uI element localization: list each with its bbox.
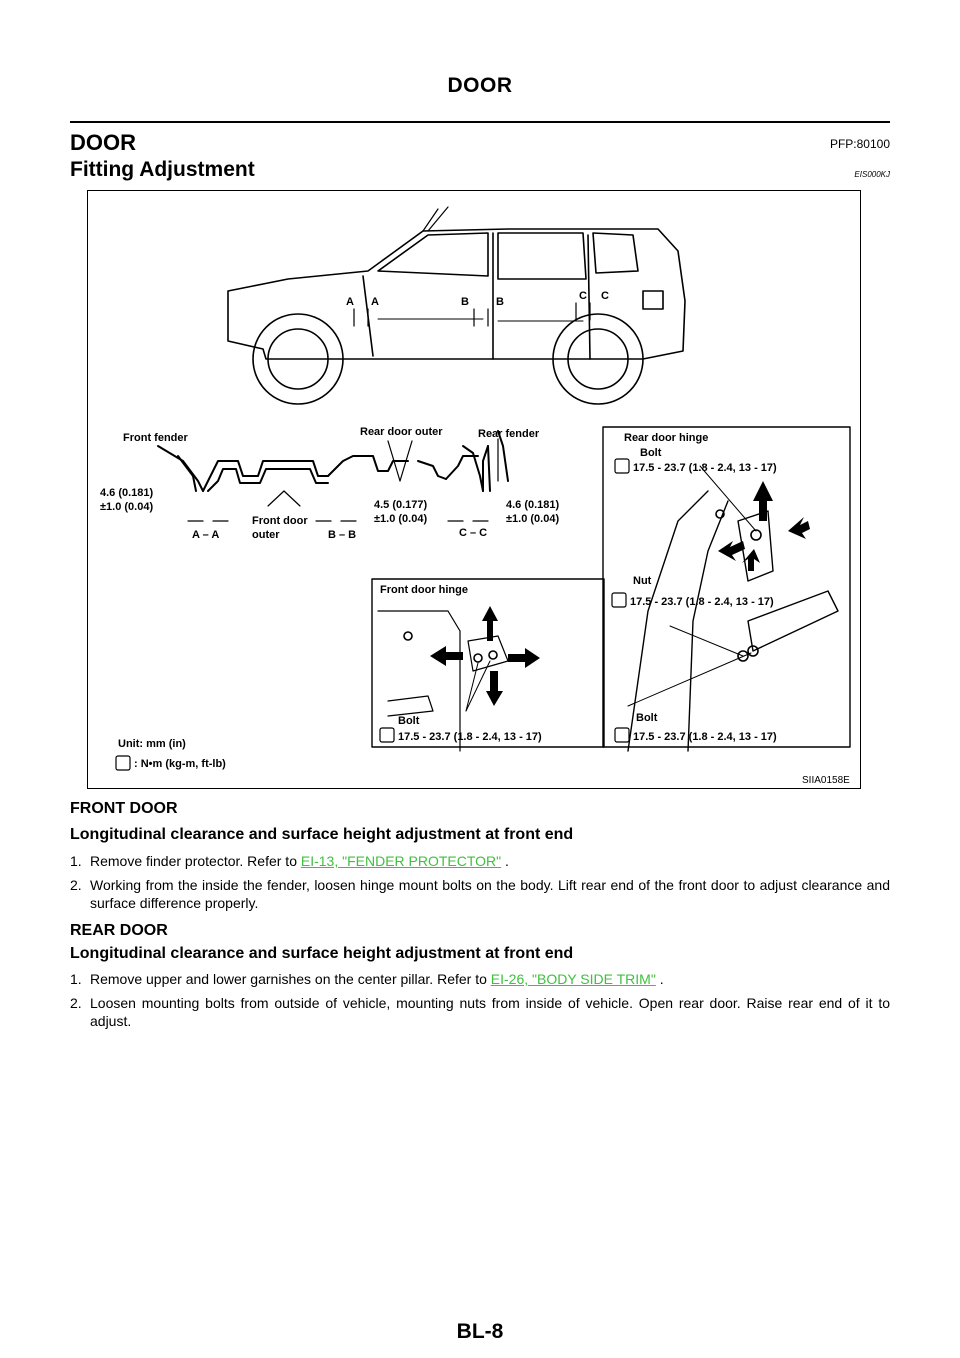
link-body-side-trim[interactable]: EI-26, "BODY SIDE TRIM" <box>490 971 656 987</box>
gap-a-value: 4.6 (0.181) <box>100 487 154 499</box>
torque-nut: 17.5 - 23.7 (1.8 - 2.4, 13 - 17) <box>630 596 774 608</box>
step-text: Working from the inside the fender, loosen hinge mount bolts on the body. Lift rear end of the front door to adjust clearance and surface difference properly. <box>90 877 890 911</box>
gap-a-tolerance: ±1.0 (0.04) <box>100 501 154 513</box>
step-text: Loosen mounting bolts from outside of vehicle, mounting nuts from inside of vehicle. Open rear door. Raise rear end of it to adjust. <box>90 995 890 1029</box>
rear-door-heading: REAR DOOR <box>70 922 168 939</box>
section-mark-c2: C <box>601 290 609 302</box>
torque-lower: 17.5 - 23.7 (1.8 - 2.4, 13 - 17) <box>633 731 777 743</box>
link-fender-protector[interactable]: EI-13, "FENDER PROTECTOR" <box>300 853 502 869</box>
unit-label: Unit: mm (in) <box>118 738 186 750</box>
running-header-title: DOOR <box>447 74 513 97</box>
step-text-after: . <box>655 971 664 987</box>
section-mark-c1: C <box>579 290 587 302</box>
fitting-adjustment-figure <box>87 190 861 789</box>
section-bb: B – B <box>328 529 357 541</box>
label-nut: Nut <box>633 575 652 587</box>
rear-door-subheading: Longitudinal clearance and surface height adjustment at front end <box>70 945 574 962</box>
step-number: 2. <box>70 877 82 893</box>
step-number: 1. <box>70 971 82 987</box>
label-front-door-hinge: Front door hinge <box>380 584 468 596</box>
section-code: PFP:80100 <box>829 137 890 151</box>
step-text-before: Remove upper and lower garnishes on the center pillar. Refer to <box>90 971 491 987</box>
section-mark-b2: B <box>496 296 504 308</box>
section-mark-arrows <box>354 303 590 326</box>
label-rear-door-hinge: Rear door hinge <box>624 432 709 444</box>
front-door-heading: FRONT DOOR <box>70 800 178 817</box>
subsection-title: Fitting Adjustment <box>70 158 255 181</box>
rear-door-subheading-block <box>70 945 890 963</box>
section-mark-b1: B <box>461 296 469 308</box>
label-front-door-outer-2: outer <box>252 529 280 541</box>
label-front-fender: Front fender <box>123 432 188 444</box>
rear-door-section <box>70 922 890 940</box>
door-diagram <box>88 191 862 790</box>
step-number: 1. <box>70 853 82 869</box>
front-door-section <box>70 800 890 818</box>
cross-section-profiles <box>158 431 508 491</box>
label-bolt-upper: Bolt <box>640 447 662 459</box>
label-rear-door-outer: Rear door outer <box>360 426 443 438</box>
torque-upper: 17.5 - 23.7 (1.8 - 2.4, 13 - 17) <box>633 462 777 474</box>
section-cc: C – C <box>459 527 488 539</box>
section-aa: A – A <box>192 529 220 541</box>
rear-door-hinge-panel <box>603 427 850 751</box>
label-rear-fender: Rear fender <box>478 428 540 440</box>
header-rule <box>70 121 890 123</box>
gap-c-value: 4.6 (0.181) <box>506 499 560 511</box>
section-mark-a1: A <box>346 296 354 308</box>
vehicle-side-view <box>228 207 685 404</box>
front-door-subheading: Longitudinal clearance and surface height adjustment at front end <box>70 826 574 843</box>
dimension-markers <box>188 439 498 521</box>
section-title: DOOR <box>70 130 136 155</box>
label-bolt-front: Bolt <box>398 715 420 727</box>
page-number: BL-8 <box>456 1320 504 1343</box>
figure-id: SIIA0158E <box>802 775 850 786</box>
front-door-subheading-block <box>70 826 890 844</box>
step-number: 2. <box>70 995 82 1011</box>
gap-c-tolerance: ±1.0 (0.04) <box>506 513 560 525</box>
step-text-before: Remove finder protector. Refer to <box>90 853 301 869</box>
section-mark-a2: A <box>371 296 379 308</box>
step-text-after: . <box>501 853 509 869</box>
gap-b-value: 4.5 (0.177) <box>374 499 428 511</box>
label-front-door-outer-1: Front door <box>252 515 308 527</box>
step-text <box>90 852 890 870</box>
label-bolt-lower: Bolt <box>636 712 658 724</box>
torque-front: 17.5 - 23.7 (1.8 - 2.4, 13 - 17) <box>398 731 542 743</box>
torque-unit-label: : N•m (kg-m, ft-lb) <box>134 758 226 770</box>
subsection-code: EIS000KJ <box>854 170 890 179</box>
gap-b-tolerance: ±1.0 (0.04) <box>374 513 428 525</box>
step-text <box>90 970 890 988</box>
